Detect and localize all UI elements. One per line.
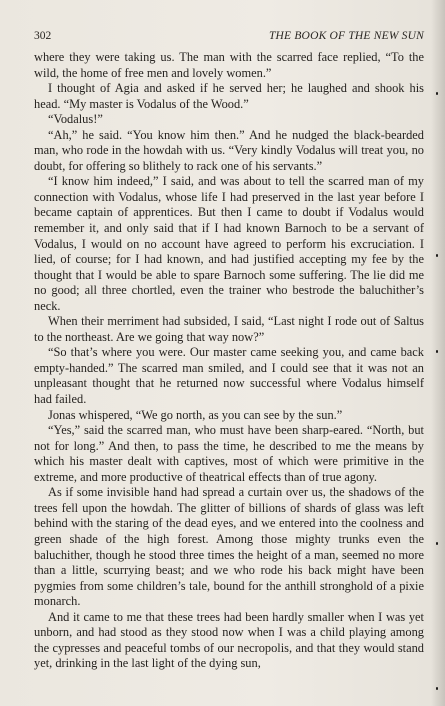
scan-mark (436, 350, 438, 353)
book-title: THE BOOK OF THE NEW SUN (268, 30, 424, 42)
binding-shadow (431, 0, 445, 706)
paragraph: “Vodalus!” (48, 112, 103, 127)
scan-mark (436, 254, 438, 257)
body-text (34, 50, 424, 672)
paragraph: I thought of Agia and asked if he served her; he laughed and shook his head. “My master is Vodalus of the Wood.” (34, 81, 424, 111)
paragraph: When their merriment had subsided, I said, “Last night I rode out of Saltus to the northeast. Are we going that way now?” (34, 314, 424, 344)
paragraph: “So that’s where you were. Our master came seeking you, and came back empty-handed.” The scarred man smiled, and I could see that it was not an unpleasant thought that he returned now successful where Vodalus himself had failed. (34, 345, 424, 407)
paragraph: “Ah,” he said. “You know him then.” And he nudged the black-bearded man, who rode in the howdah with us. “Very kindly Vodalus will treat you, no doubt, for offering so blithely to rack one of his servants.” (34, 127, 424, 173)
running-head (34, 30, 424, 46)
paragraph: “Yes,” said the scarred man, who must have been sharp-eared. “North, but not for long.” And then, to pass the time, he described to me the means by which his master dealt with captives, most of which were primitive in the extreme, and more productive of theatrical effects than of true agony. (34, 423, 424, 484)
scan-mark (436, 687, 438, 690)
scan-mark (436, 92, 438, 95)
paragraph: “I know him indeed,” I said, and was about to tell the scarred man of my connection with Vodalus, whose life I had preserved in the last year before I became captain of apprentices. But then I came to doubt if Vodalus would remember it, and only said that if I had known Barnoch to be a servant of Vodalus, I would on no account have agreed to perform his excruciation. I lied, of course; for I had known, and had justified accepting my fee by the thought that I would be able to spare Barnoch some suffering. The lie did me no good; all three chortled, even the trainer who bestrode the baluchither’s neck. (34, 174, 424, 313)
paragraph: And it came to me that these trees had been hardly smaller when I was yet unborn, and had stood as they stood now when I was a child playing among the cypresses and peaceful tombs of our necropolis, and that they would stand yet, drinking in the last light of the dying sun, (34, 609, 424, 671)
paragraph: where they were taking us. The man with the scarred face replied, “To the wild, the home of free men and lovely women.” (34, 50, 424, 80)
paragraph: Jonas whispered, “We go north, as you can see by the sun.” (48, 407, 343, 422)
paragraph: As if some invisible hand had spread a curtain over us, the shadows of the trees fell upon the howdah. The glitter of billions of shards of glass was left behind with the staring of the dead eyes, and we entered into the coolness and green shade of the high forest. Among those mighty trunks even the baluchither, though he stood three times the height of a man, seemed no more than a little, scurrying beast; and we who rode his back might have been pygmies from some children’s tale, bound for the anthill stronghold of a pixie monarch. (34, 485, 424, 609)
scan-mark (436, 542, 438, 545)
page-number: 302 (34, 30, 52, 42)
